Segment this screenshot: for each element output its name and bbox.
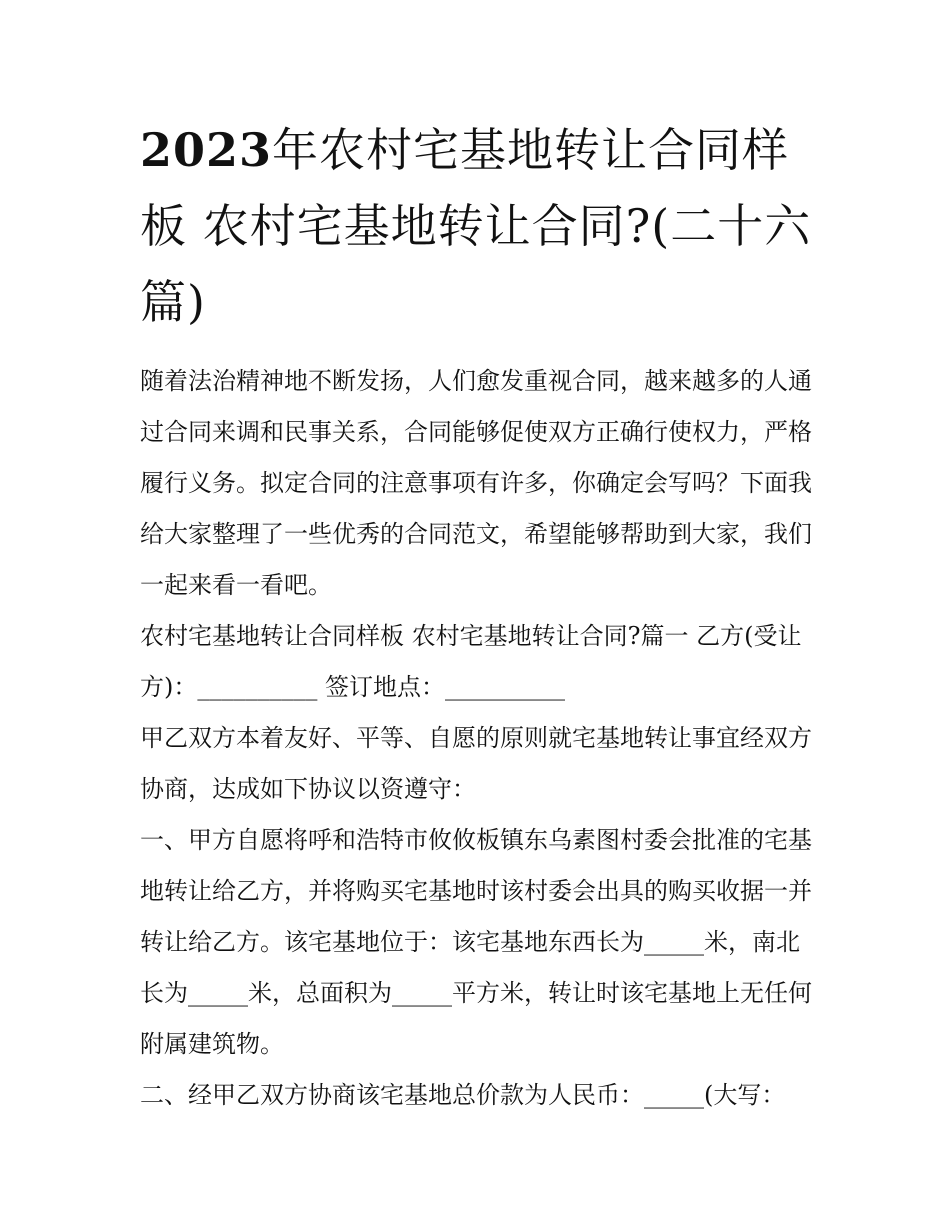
clause-two-paragraph: 二、经甲乙双方协商该宅基地总价款为人民币：_____(大写： — [140, 1081, 786, 1109]
document-page — [140, 112, 812, 1121]
title-text: 年农村宅基地转让合同样板 农村宅基地转让合同?(二十六篇) — [140, 123, 812, 329]
clause-one-paragraph: 一、甲方自愿将呼和浩特市攸攸板镇东乌素图村委会批准的宅基地转让给乙方，并将购买宅基地时该村委会出具的购买收据一并转让给乙方。该宅基地位于：该宅基地东西长为_____米，南北长为_____米，总面积为_____平方米，转让时该宅基地上无任何附属建筑物。 — [140, 826, 812, 1058]
document-title — [140, 112, 812, 340]
agreement-preamble-paragraph: 甲乙双方本着友好、平等、自愿的原则就宅基地转让事宜经双方协商，达成如下协议以资遵守： — [140, 724, 812, 803]
title-year: 2023 — [140, 123, 273, 177]
document-body — [140, 356, 812, 1121]
intro-paragraph: 随着法治精神地不断发扬，人们愈发重视合同，越来越多的人通过合同来调和民事关系，合同能够促使双方正确行使权力，严格履行义务。拟定合同的注意事项有许多，你确定会写吗？下面我给大家整理了一些优秀的合同范文，希望能够帮助到大家，我们一起来看一看吧。 — [140, 367, 812, 599]
contract-header-paragraph: 农村宅基地转让合同样板 农村宅基地转让合同?篇一 乙方(受让方)：__________ 签订地点：__________ — [140, 622, 802, 701]
